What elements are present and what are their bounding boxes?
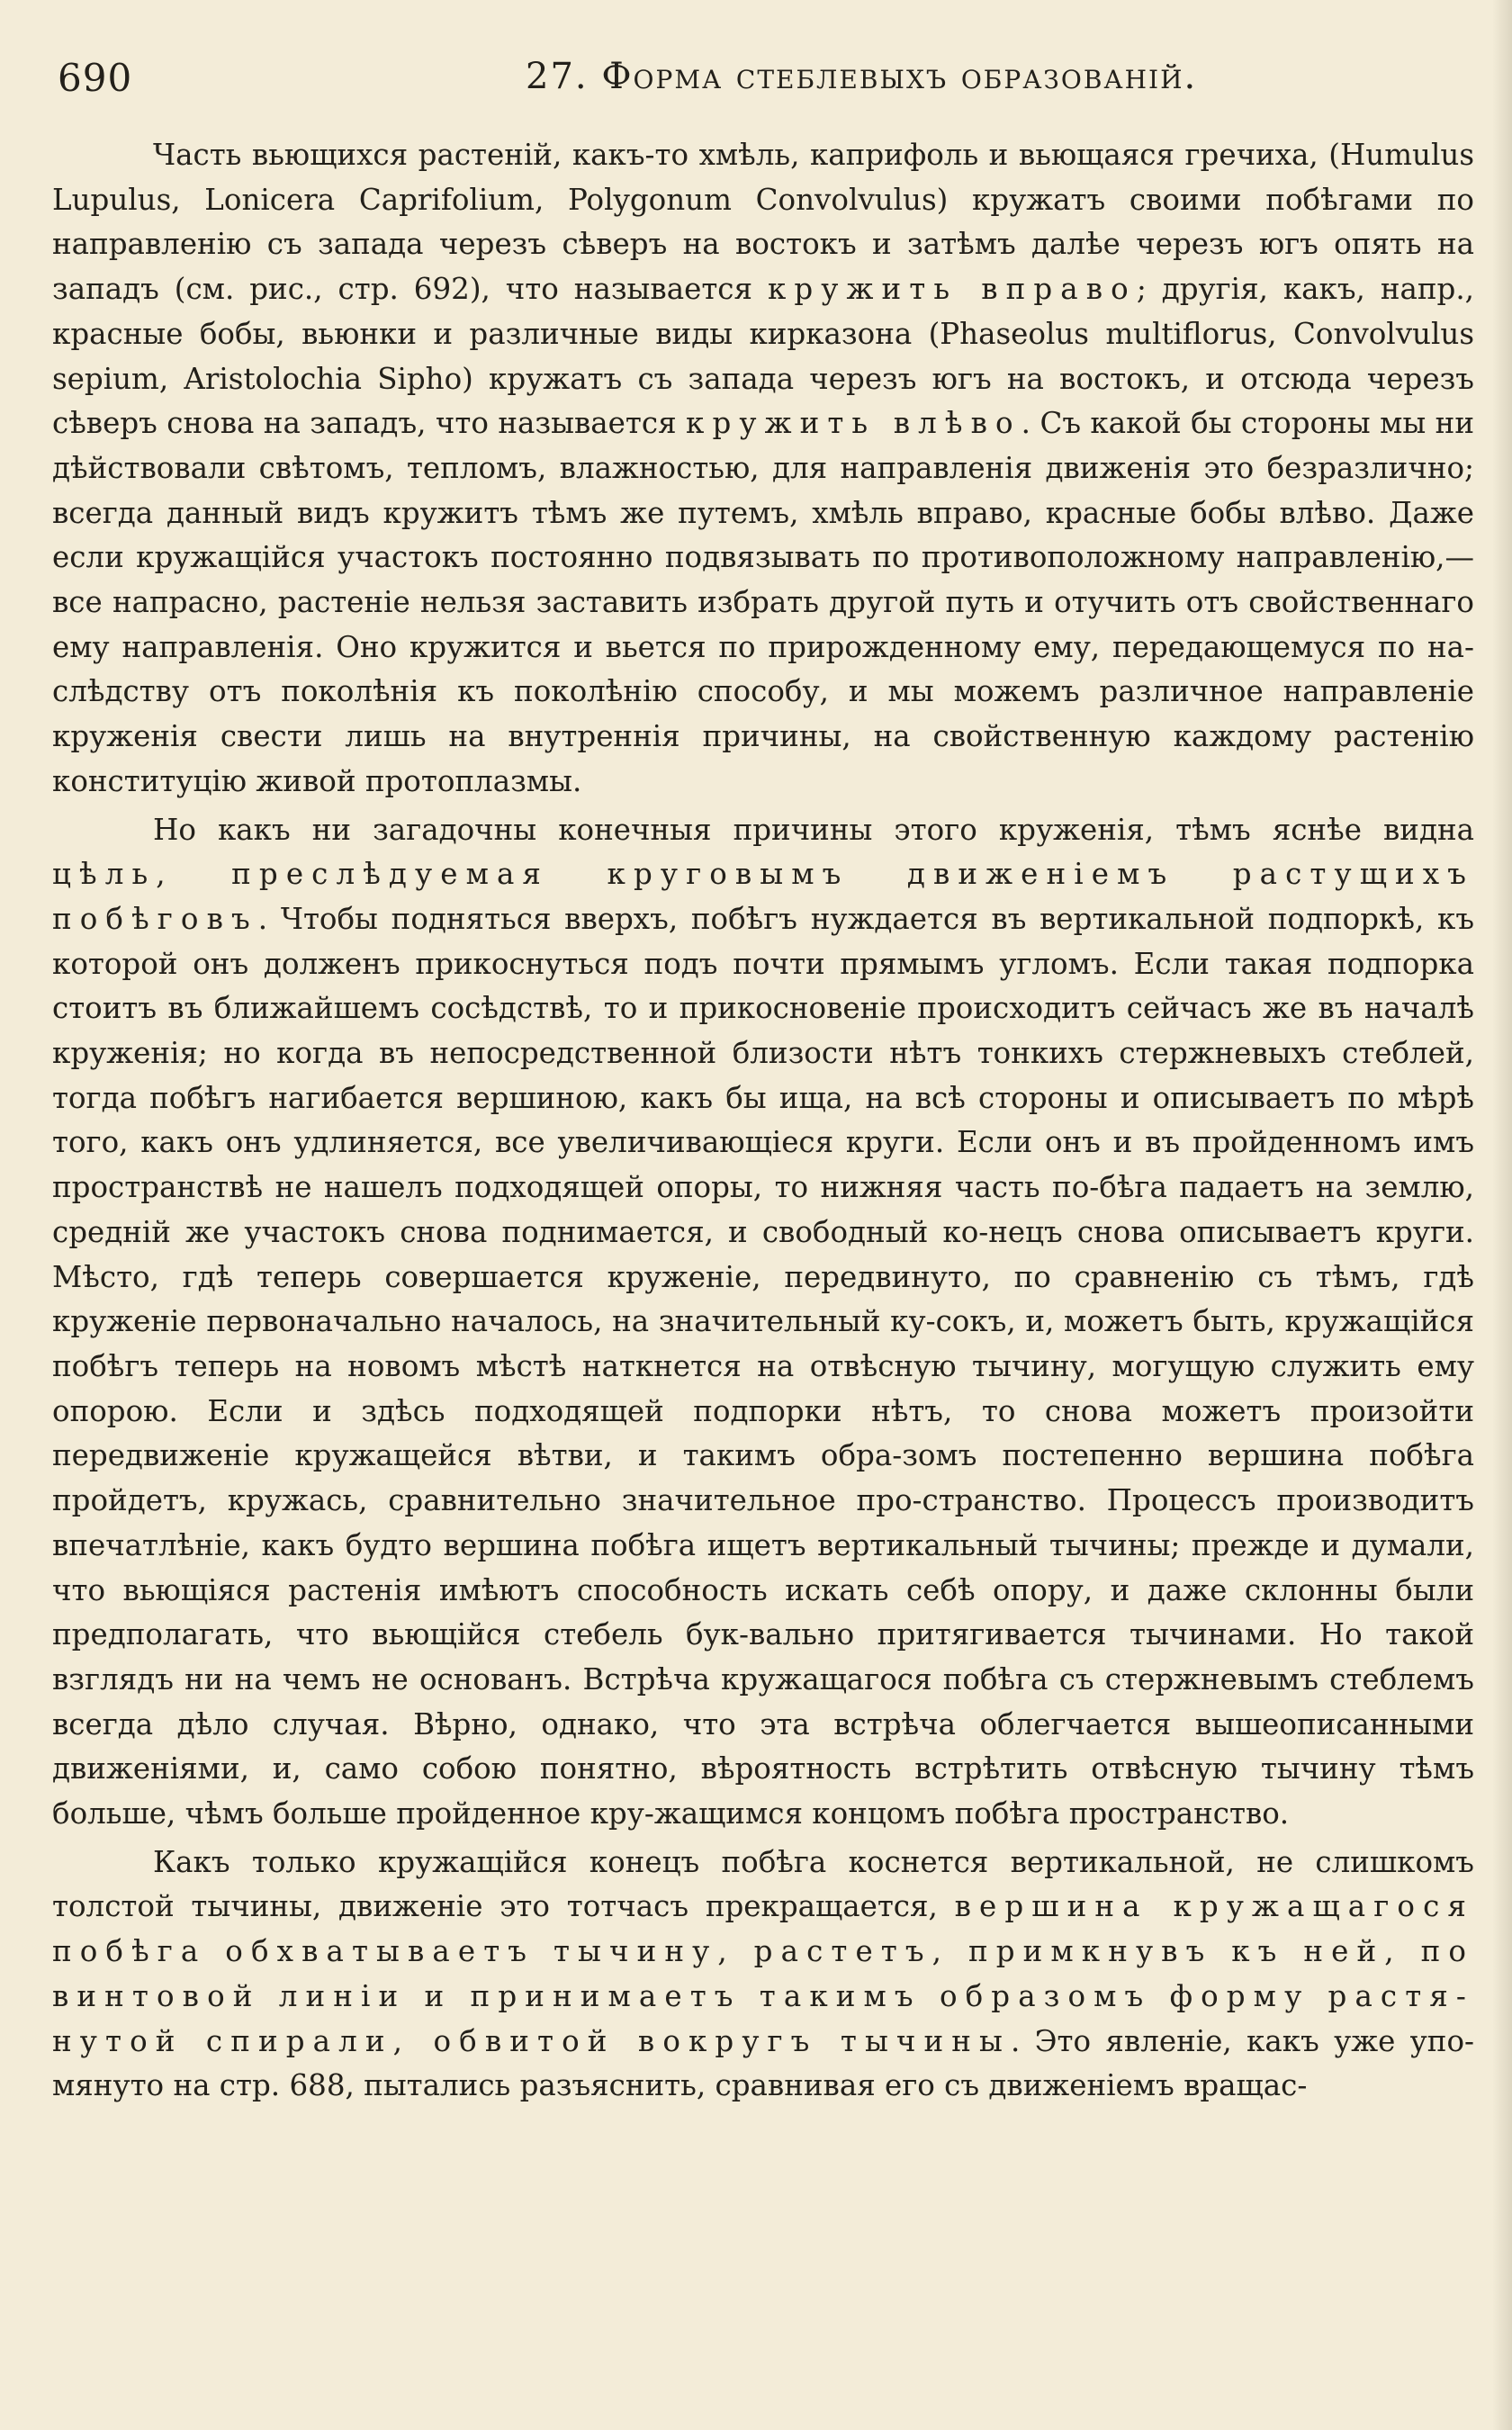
page-edge-shadow [1492, 0, 1512, 2430]
paragraph-1 [52, 133, 1474, 805]
paragraph-3 [52, 1840, 1474, 2109]
text-run: . Это явленіе, какъ уже упо-мянуто на стр. 688, пытались разъяснить, сравнивая его съ движеніемъ вращас- [52, 2023, 1474, 2103]
emphasized-text: вершина кружащагося побѣга обхватываетъ тычину, растетъ, примкнувъ къ ней, по винтовой линіи и принимаетъ такимъ образомъ форму растя-нутой спирали, обвитой вокругъ тычины [52, 1889, 1474, 2058]
emphasized-text: кружить вправо [767, 272, 1137, 307]
page-header [58, 56, 1476, 110]
text-run: Какъ только кружащійся конецъ побѣга коснется вертикальной, не слишкомъ толстой тычины, движеніе это тотчасъ прекращается, [52, 1844, 1474, 1924]
running-title: 27. Форма стеблевыхъ образованій. [526, 56, 1198, 97]
page-number: 690 [58, 56, 133, 100]
text-run: Часть вьющихся растеній, какъ-то хмѣль, каприфоль и вьющаяся гречиха, (Humulus Lupulus, Lonicera Caprifolium, Polygonum Convolvulus) кружатъ своими побѣгами по направленію съ запада черезъ сѣверъ на востокъ и затѣмъ далѣе черезъ югъ опять на западъ (см. рис., стр. 692), что называется [52, 138, 1474, 307]
text-run: . Чтобы подняться вверхъ, побѣгъ нуждается въ вертикальной подпоркѣ, къ которой онъ долженъ прикоснуться подъ почти прямымъ угломъ. Если такая подпорка стоитъ въ ближайшемъ сосѣдствѣ, то и прикосновеніе происходитъ сейчасъ же въ началѣ круженія; но когда въ непосредственной близости нѣтъ тонкихъ стержневыхъ стеблей, тогда побѣгъ нагибается вершиною, какъ бы ища, на всѣ стороны и описываетъ по мѣрѣ того, какъ онъ удлиняется, все увеличивающіеся круги. Если онъ и въ пройденномъ имъ пространствѣ не нашелъ подходящей опоры, то нижняя часть по-бѣга падаетъ на землю, средній же участокъ снова поднимается, и свободный ко-нецъ снова описываетъ круги. Мѣсто, гдѣ теперь совершается круженіе, передвинуто, по сравненію съ тѣмъ, гдѣ круженіе первоначально началось, на значительный ку-сокъ, и, можетъ быть, кружащійся побѣгъ теперь на новомъ мѣстѣ наткнется на отвѣсную тычину, могущую служить ему опорою. Если и здѣсь подходящей подпорки нѣтъ, то снова можетъ произойти передвиженіе кружащейся вѣтви, и такимъ обра-зомъ постепенно вершина побѣга пройдетъ, кружась, сравнительно значительное про-странство. Процессъ производитъ впечатлѣніе, какъ будто вершина побѣга ищетъ вертикальный тычины; прежде и думали, что вьющіяся растенія имѣютъ способность искать себѣ опору, и даже склонны были предполагать, что вьющійся стебель бук-вально притягивается тычинами. Но такой взглядъ ни на чемъ не основанъ. Встрѣча кружащагося побѣга съ стержневымъ стеблемъ всегда дѣло случая. Вѣрно, однако, что эта встрѣча облегчается вышеописанными движеніями, и, само собою понятно, вѣроятность встрѣтить отвѣсную тычину тѣмъ больше, чѣмъ больше пройденное кру-жащимся концомъ побѣга пространство. [52, 901, 1474, 1832]
emphasized-text: кружить влѣво [686, 406, 1022, 441]
text-run: . Съ какой бы стороны мы ни дѣйствовали свѣтомъ, тепломъ, влажностью, для направленія движенія это безразлично; всегда данный видъ кружитъ тѣмъ же путемъ, хмѣль вправо, красные бобы влѣво. Даже если кружащійся участокъ постоянно подвязывать по противоположному направленію,—все напрасно, растеніе нельзя заставить избрать другой путь и отучить отъ свойственнаго ему направленія. Оно кружится и вьется по прирожденному ему, передающемуся по на-слѣдству отъ поколѣнія къ поколѣнію способу, и мы можемъ различное направленіе круженія свести лишь на внутреннія причины, на свойственную каждому растенію конституцію живой протоплазмы. [52, 406, 1474, 798]
body-text [52, 133, 1474, 2109]
emphasized-text: цѣль, преслѣдуемая круговымъ движеніемъ растущихъ побѣговъ [52, 857, 1474, 936]
text-run: ; другія, какъ, напр., красные бобы, вьюнки и различные виды кирказона (Phaseolus multiflorus, Convolvulus sepium, Aristolochia Sipho) кружатъ съ запада черезъ югъ на востокъ, и отсюда черезъ сѣверъ снова на западъ, что называется [52, 272, 1474, 441]
text-run: Но какъ ни загадочны конечныя причины этого круженія, тѣмъ яснѣе видна [153, 812, 1474, 847]
paragraph-2 [52, 808, 1474, 1837]
